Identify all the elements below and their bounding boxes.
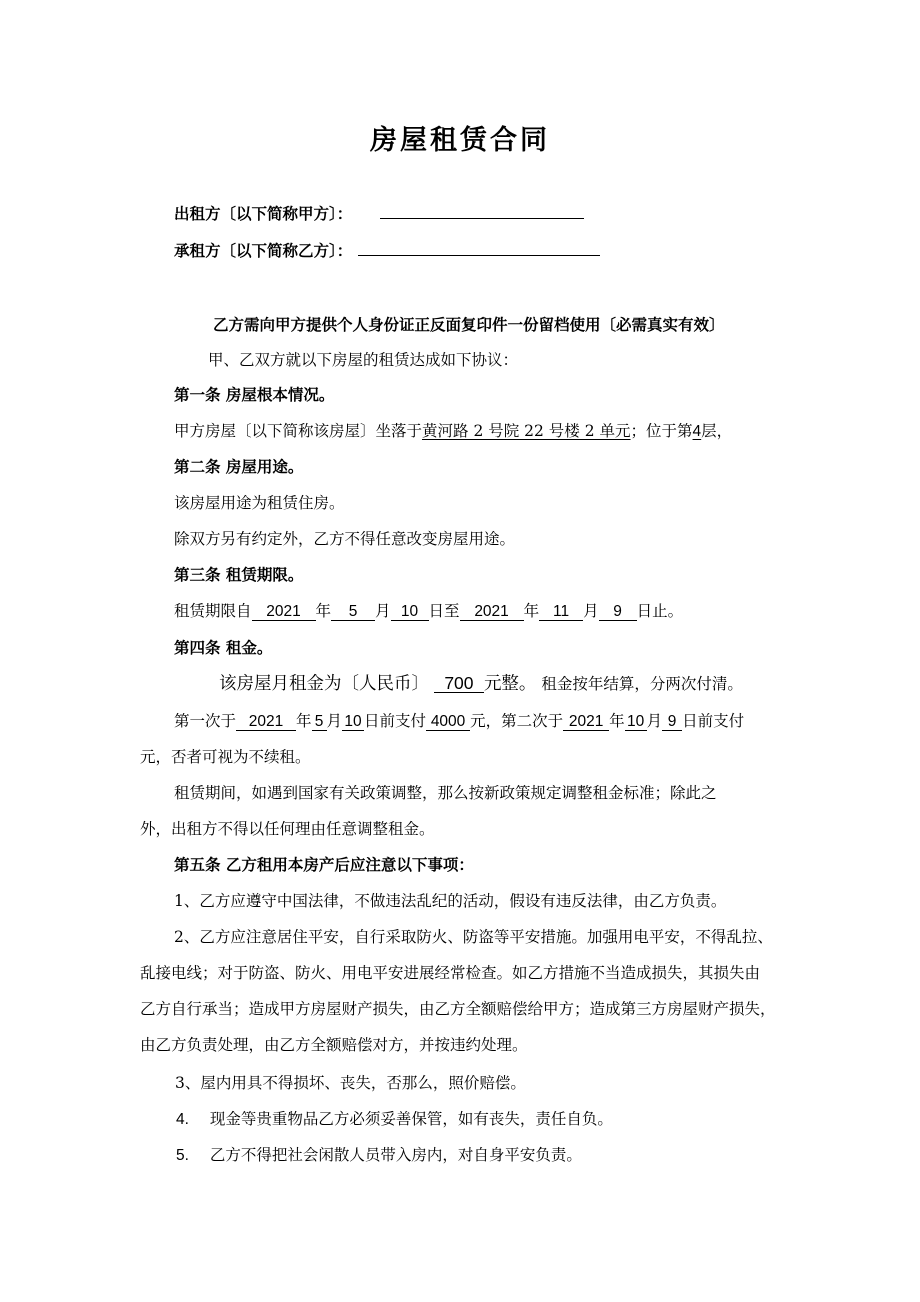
end-month: 11 bbox=[539, 603, 583, 621]
intro-text: 甲、乙双方就以下房屋的租赁达成如下协议： bbox=[208, 351, 519, 369]
article5-item2-line1: 2、乙方应注意居住平安，自行采取防火、防盗等平安措施。加强用电平安，不得乱拉、 bbox=[174, 928, 773, 946]
start-year-unit: 年 bbox=[315, 602, 332, 620]
pay1-month-unit: 月 bbox=[326, 712, 343, 730]
item5-text: 乙方不得把社会闲散人员带入房内，对自身平安负责。 bbox=[209, 1146, 582, 1164]
article4-heading: 第四条 租金。 bbox=[174, 639, 273, 657]
start-day: 10 bbox=[391, 603, 429, 621]
start-day-unit: 日至 bbox=[428, 602, 460, 620]
article2-heading: 第二条 房屋用途。 bbox=[174, 458, 304, 476]
pay1-amount: 4000 bbox=[426, 713, 470, 731]
lessee-blank bbox=[358, 241, 600, 256]
pay1-prefix: 第一次于 bbox=[174, 712, 237, 730]
floor-number: 4 bbox=[692, 423, 702, 440]
article5-heading: 第五条 乙方租用本房产后应注意以下事项： bbox=[174, 856, 474, 874]
lease-term bbox=[174, 600, 683, 622]
end-year-unit: 年 bbox=[523, 602, 540, 620]
rent-settlement: 租金按年结算，分两次付清。 bbox=[541, 675, 743, 693]
lessee-line bbox=[174, 240, 600, 262]
rent-policy-line1: 租赁期间，如遇到国家有关政策调整，那么按新政策规定调整租金标准；除此之 bbox=[174, 784, 717, 802]
article5-item3: 3、屋内用具不得损坏、丧失，否那么，照价赔偿。 bbox=[175, 1074, 526, 1092]
lessor-line bbox=[174, 203, 584, 225]
item4-number: 4. bbox=[176, 1111, 189, 1128]
article5-item5 bbox=[176, 1144, 582, 1167]
article5-item2-line3: 乙方自行承当；造成甲方房屋财产损失，由乙方全额赔偿给甲方；造成第三方房屋财产损失， bbox=[140, 1000, 776, 1018]
item5-number: 5. bbox=[176, 1147, 189, 1164]
pay2-year-unit: 年 bbox=[609, 712, 625, 730]
pay2-month-unit: 月 bbox=[646, 712, 663, 730]
article1-text-b: ；位于第 bbox=[630, 422, 693, 440]
pay2-day: 9 bbox=[662, 713, 682, 731]
article1-heading: 第一条 房屋根本情况。 bbox=[174, 386, 335, 404]
article5-item2-line4: 由乙方负责处理，由乙方全额赔偿对方，并按违约处理。 bbox=[140, 1036, 528, 1054]
article5-item2-line2: 乱接电线；对于防盗、防火、用电平安进展经常检查。如乙方措施不当造成损失，其损失由 bbox=[140, 964, 761, 982]
lessee-label: 承租方〔以下简称乙方〕： bbox=[174, 242, 353, 260]
start-month: 5 bbox=[331, 603, 375, 621]
payment-schedule-line2: 元，否者可视为不续租。 bbox=[140, 748, 311, 766]
rent-suffix: 元整。 bbox=[483, 674, 537, 694]
end-year: 2021 bbox=[460, 603, 524, 621]
payment-schedule-line1 bbox=[174, 710, 744, 732]
pay1-year-unit: 年 bbox=[296, 712, 312, 730]
article1-text-a: 甲方房屋〔以下简称该房屋〕坐落于 bbox=[174, 422, 423, 440]
article2-p2: 除双方另有约定外，乙方不得任意改变房屋用途。 bbox=[174, 530, 516, 548]
pay1-year: 2021 bbox=[236, 713, 296, 731]
article1-text bbox=[174, 420, 732, 443]
article5-item4 bbox=[176, 1108, 613, 1131]
lease-term-prefix: 租赁期限自 bbox=[174, 602, 252, 620]
article3-heading: 第三条 租赁期限。 bbox=[174, 566, 304, 584]
rent-prefix: 该房屋月租金为〔人民币〕 bbox=[219, 674, 429, 694]
article5-item1: 1、乙方应遵守中国法律，不做违法乱纪的活动，假设有违反法律，由乙方负责。 bbox=[174, 892, 727, 910]
pay2-month: 10 bbox=[625, 713, 647, 731]
rent-policy-line2: 外，出租方不得以任何理由任意调整租金。 bbox=[140, 820, 435, 838]
item4-text: 现金等贵重物品乙方必须妥善保管，如有丧失，责任自负。 bbox=[209, 1110, 613, 1128]
pay1-day-unit: 日前支付 bbox=[364, 712, 427, 730]
article2-p1: 该房屋用途为租赁住房。 bbox=[174, 494, 345, 512]
pay2-day-unit: 日前支付 bbox=[682, 712, 745, 730]
rent-amount: 700 bbox=[434, 675, 484, 693]
article1-text-c: 层， bbox=[701, 422, 733, 440]
pay2-year: 2021 bbox=[563, 713, 609, 731]
start-year: 2021 bbox=[252, 603, 316, 621]
pay1-month: 5 bbox=[312, 713, 327, 731]
end-day-unit: 日止。 bbox=[636, 602, 684, 620]
monthly-rent-line bbox=[219, 673, 743, 695]
id-notice: 乙方需向甲方提供个人身份证正反面复印件一份留档使用〔必需真实有效〕 bbox=[213, 316, 725, 334]
start-month-unit: 月 bbox=[375, 602, 391, 620]
property-address: 黄河路 2 号院 22 号楼 2 单元 bbox=[422, 422, 631, 440]
lessor-blank bbox=[380, 204, 584, 219]
pay2-prefix: 元，第二次于 bbox=[470, 712, 564, 730]
lessor-label: 出租方〔以下简称甲方〕： bbox=[174, 205, 353, 223]
document-title: 房屋租赁合同 bbox=[370, 125, 550, 156]
pay1-day: 10 bbox=[342, 713, 364, 731]
end-month-unit: 月 bbox=[583, 602, 599, 620]
end-day: 9 bbox=[599, 603, 637, 621]
